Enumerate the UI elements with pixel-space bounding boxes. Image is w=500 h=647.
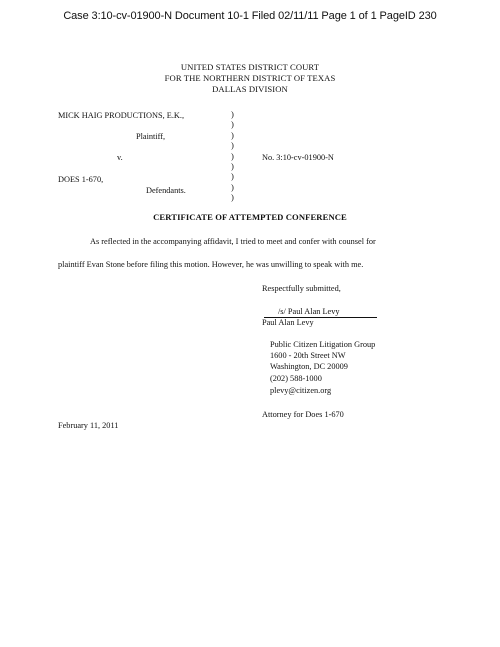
attorney-role: Attorney for Does 1-670	[262, 410, 344, 419]
plaintiff-label: Plaintiff,	[136, 132, 166, 141]
document-title: CERTIFICATE OF ATTEMPTED CONFERENCE	[153, 212, 347, 222]
electronic-signature: /s/ Paul Alan Levy	[278, 307, 340, 316]
court-name: UNITED STATES DISTRICT COURT	[180, 62, 320, 72]
court-district: FOR THE NORTHERN DISTRICT OF TEXAS	[164, 73, 336, 83]
defendant-name: DOES 1-670,	[58, 175, 104, 184]
filing-date: February 11, 2011	[58, 421, 119, 430]
plaintiff-name: MICK HAIG PRODUCTIONS, E.K.,	[58, 111, 185, 120]
closing: Respectfully submitted,	[262, 284, 341, 293]
printed-name: Paul Alan Levy	[262, 318, 314, 327]
defendant-label: Defendants.	[146, 186, 186, 195]
paragraph-line-2: plaintiff Evan Stone before filing this motion. However, he was unwilling to speak with me.	[58, 260, 364, 269]
ecf-header-stamp: Case 3:10-cv-01900-N Document 10-1 Filed 02/11/11 Page 1 of 1 PageID 230	[63, 10, 437, 22]
city-state-zip: Washington, DC 20009	[270, 362, 348, 371]
versus-label: v.	[117, 153, 123, 162]
caption-bracket: ) ) ) ) ) ) ) ) )	[231, 109, 234, 203]
paragraph-line-1: As reflected in the accompanying affidavit, I tried to meet and confer with counsel for	[90, 237, 376, 246]
organization: Public Citizen Litigation Group	[270, 340, 376, 349]
court-division: DALLAS DIVISION	[212, 84, 288, 94]
phone-number: (202) 588-1000	[270, 374, 322, 383]
case-number: No. 3:10-cv-01900-N	[262, 153, 334, 162]
street-address: 1600 - 20th Street NW	[270, 351, 346, 360]
email-address: plevy@citizen.org	[270, 386, 332, 395]
